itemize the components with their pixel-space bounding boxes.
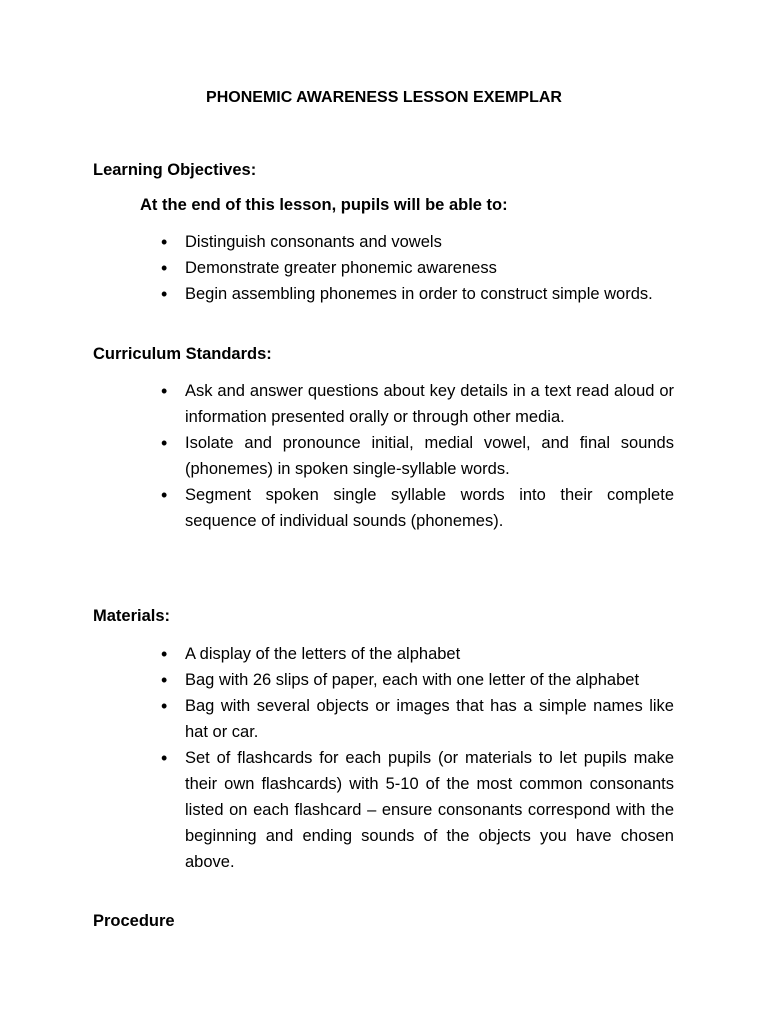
learning-objectives-list — [185, 229, 674, 307]
learning-objectives-heading: Learning Objectives: — [93, 161, 257, 179]
list-item: • Bag with 26 slips of paper, each with one letter of the alphabet — [185, 667, 674, 693]
list-item: • Distinguish consonants and vowels — [185, 229, 674, 255]
curriculum-standards-list — [185, 378, 674, 534]
curriculum-standards-heading: Curriculum Standards: — [93, 345, 272, 363]
learning-objectives-intro: At the end of this lesson, pupils will be able to: — [140, 196, 508, 214]
list-item: • Begin assembling phonemes in order to construct simple words. — [185, 281, 674, 307]
document-title: PHONEMIC AWARENESS LESSON EXEMPLAR — [206, 89, 562, 106]
list-item: • Bag with several objects or images that has a simple names like hat or car. — [185, 693, 674, 745]
list-item: • A display of the letters of the alphabet — [185, 641, 674, 667]
materials-heading: Materials: — [93, 607, 171, 625]
procedure-heading: Procedure — [93, 912, 175, 930]
list-item: • Set of flashcards for each pupils (or materials to let pupils make their own flashcards) with 5-10 of the most common consonants listed on each flashcard – ensure consonants correspond with the beginning and ending sounds of the objects you have chosen above. — [185, 745, 674, 875]
list-item: • Demonstrate greater phonemic awareness — [185, 255, 674, 281]
list-item: • Ask and answer questions about key details in a text read aloud or information presented orally or through other media. — [185, 378, 674, 430]
list-item: • Isolate and pronounce initial, medial vowel, and final sounds (phonemes) in spoken single-syllable words. — [185, 430, 674, 482]
list-item: • Segment spoken single syllable words into their complete sequence of individual sounds (phonemes). — [185, 482, 674, 534]
materials-list — [185, 641, 674, 875]
